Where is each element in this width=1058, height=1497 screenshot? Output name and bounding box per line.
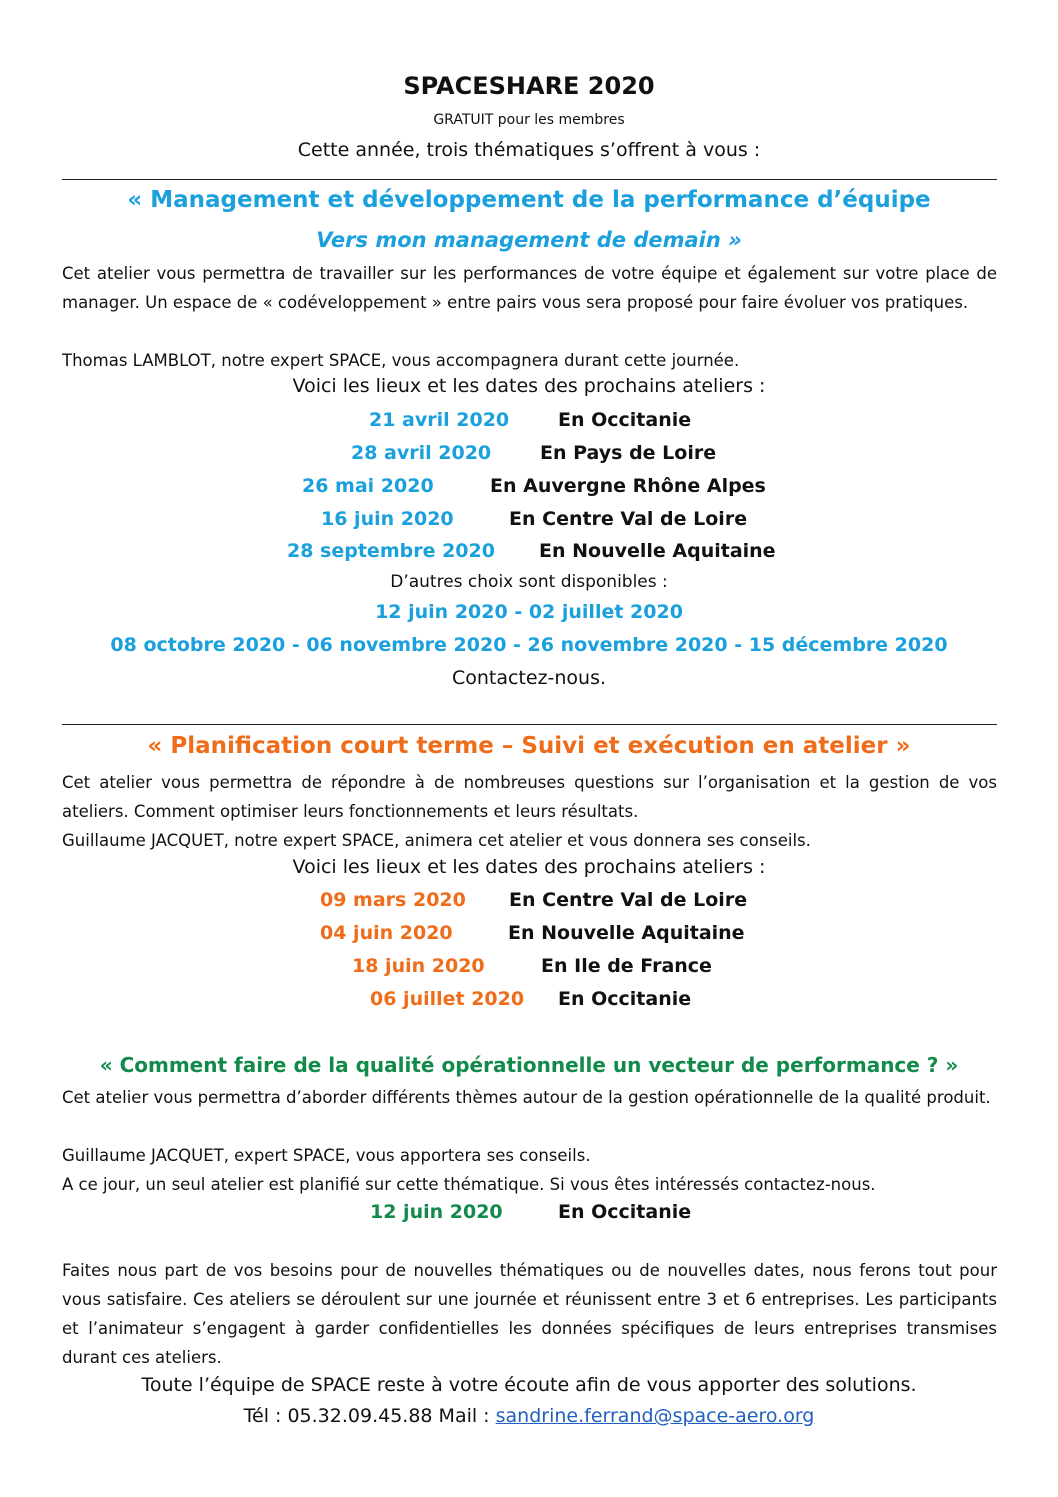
session-place: En Occitanie [558, 409, 692, 431]
session-date: 04 juin 2020 [320, 922, 453, 944]
other-dates-line2: 08 octobre 2020 - 06 novembre 2020 - 26 novembre 2020 - 15 décembre 2020 [110, 634, 948, 656]
section1-subtitle: Vers mon management de demain » [316, 228, 742, 252]
intro-text: Cette année, trois thématiques s’offrent à vous : [297, 139, 761, 161]
session-date: 06 juillet 2020 [370, 988, 525, 1010]
section1-title: « Management et développement de la performance d’équipe [127, 187, 931, 213]
session-date: 21 avril 2020 [369, 409, 510, 431]
footer-contact [0, 1405, 1058, 1427]
section2-description: Cet atelier vous permettra de répondre à de nombreuses questions sur l’organisation et la gestion de vos ateliers. Comment optimiser leurs fonctionnements et leurs résultats. [62, 773, 997, 821]
session-date: 26 mai 2020 [302, 475, 434, 497]
session-date: 28 avril 2020 [351, 442, 492, 464]
section3-note: A ce jour, un seul atelier est planifié sur cette thématique. Si vous êtes intéressés contactez-nous. [62, 1175, 876, 1194]
session-place: En Occitanie [558, 1201, 692, 1223]
session-date: 12 juin 2020 [370, 1201, 503, 1223]
page-title: SPACESHARE 2020 [403, 72, 655, 100]
session-place: En Pays de Loire [540, 442, 717, 464]
other-dates-line1: 12 juin 2020 - 02 juillet 2020 [375, 601, 683, 623]
email-link[interactable]: sandrine.ferrand@space-aero.org [495, 1405, 815, 1427]
session-place: En Nouvelle Aquitaine [508, 922, 745, 944]
footer-paragraph: Faites nous part de vos besoins pour de nouvelles thématiques ou de nouvelles dates, nous ferons tout pour vous satisfaire. Ces ateliers se déroulent sur une journée et réunissent entre 3 et 6 entreprises. Les participants et l’animateur s’engagent à garder confidentielles les données spécifiques de leurs entreprises transmises durant ces ateliers. [62, 1261, 997, 1367]
session-place: En Nouvelle Aquitaine [539, 540, 776, 562]
session-place: En Centre Val de Loire [509, 508, 748, 530]
session-date: 18 juin 2020 [352, 955, 485, 977]
section2-expert: Guillaume JACQUET, notre expert SPACE, animera cet atelier et vous donnera ses conseils. [62, 831, 811, 850]
footer-closing: Toute l’équipe de SPACE reste à votre écoute afin de vous apporter des solutions. [141, 1374, 917, 1396]
session-place: En Ile de France [541, 955, 712, 977]
section2-dates-lead: Voici les lieux et les dates des prochains ateliers : [292, 856, 766, 878]
other-choices-label: D’autres choix sont disponibles : [390, 572, 668, 592]
footer-phone: Tél : 05.32.09.45.88 Mail : [243, 1405, 496, 1427]
divider [62, 724, 997, 725]
section1-expert: Thomas LAMBLOT, notre expert SPACE, vous accompagnera durant cette journée. [62, 351, 740, 370]
session-date: 16 juin 2020 [321, 508, 454, 530]
section1-contact: Contactez-nous. [451, 667, 607, 689]
section3-expert: Guillaume JACQUET, expert SPACE, vous apportera ses conseils. [62, 1146, 591, 1165]
section3-description: Cet atelier vous permettra d’aborder différents thèmes autour de la gestion opérationnelle de la qualité produit. [62, 1088, 991, 1107]
section3-title: « Comment faire de la qualité opérationnelle un vecteur de performance ? » [99, 1053, 959, 1077]
divider [62, 179, 997, 180]
session-date: 09 mars 2020 [320, 889, 466, 911]
page-subtitle: GRATUIT pour les membres [433, 112, 625, 128]
section2-title: « Planification court terme – Suivi et exécution en atelier » [147, 733, 911, 759]
section1-dates-lead: Voici les lieux et les dates des prochains ateliers : [292, 375, 766, 397]
session-place: En Auvergne Rhône Alpes [490, 475, 766, 497]
session-place: En Centre Val de Loire [509, 889, 748, 911]
session-date: 28 septembre 2020 [287, 540, 495, 562]
section1-description: Cet atelier vous permettra de travailler sur les performances de votre équipe et également sur votre place de manager. Un espace de « codéveloppement » entre pairs vous sera proposé pour faire évoluer vos pratiques. [62, 264, 997, 312]
session-place: En Occitanie [558, 988, 692, 1010]
